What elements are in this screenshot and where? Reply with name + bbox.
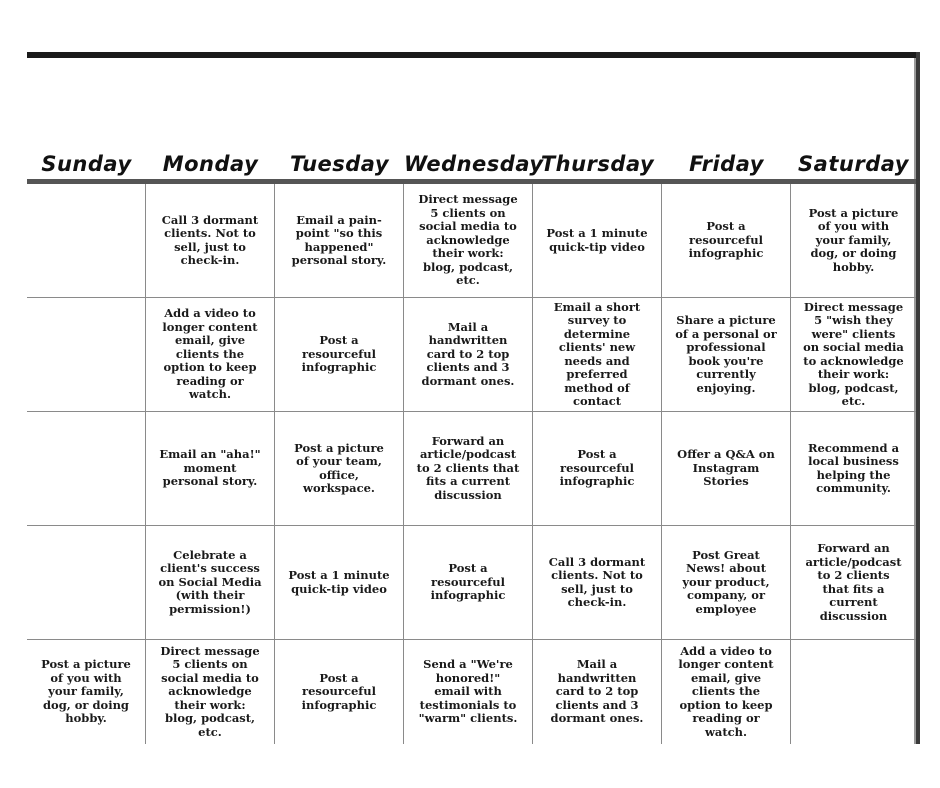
calendar-cell-week3-tuesday bbox=[275, 412, 404, 526]
task-text: Share a picture of a personal or professional book you're currently enjoying. bbox=[675, 313, 777, 395]
day-saturday: Saturday bbox=[798, 152, 909, 176]
task-text: Direct message 5 clients on social media to acknowledge their work: blog, podcast, etc. bbox=[418, 192, 518, 288]
calendar-cell-week2-monday bbox=[146, 298, 275, 412]
calendar-cell-week5-sunday bbox=[27, 640, 146, 744]
task-text: Post a picture of you with your family, dog, or doing hobby. bbox=[41, 657, 131, 726]
calendar-cell-week1-monday bbox=[146, 184, 275, 298]
calendar-cell-week1-tuesday bbox=[275, 184, 404, 298]
task-text: Call 3 dormant clients. Not to sell, just to check-in. bbox=[548, 554, 646, 609]
task-text: Mail a handwritten card to 2 top clients and 3 dormant ones. bbox=[421, 319, 515, 388]
calendar-cell-week5-thursday bbox=[533, 640, 662, 744]
task-text: Post a resourceful infographic bbox=[430, 561, 506, 603]
day-friday: Friday bbox=[689, 152, 764, 176]
calendar-cell-week4-sunday bbox=[27, 526, 146, 640]
task-text: Email a pain-point "so this happened" personal story. bbox=[291, 212, 387, 267]
calendar-cell-week1-friday bbox=[662, 184, 791, 298]
weekday-header bbox=[27, 150, 916, 178]
task-text: Mail a handwritten card to 2 top clients and 3 dormant ones. bbox=[550, 657, 644, 726]
task-text: Post a resourceful infographic bbox=[559, 447, 635, 489]
calendar-cell-week4-wednesday bbox=[404, 526, 533, 640]
calendar-cell-week1-wednesday bbox=[404, 184, 533, 298]
day-wednesday: Wednesday bbox=[404, 152, 544, 176]
calendar-cell-week3-monday bbox=[146, 412, 275, 526]
task-text: Offer a Q&A on Instagram Stories bbox=[677, 447, 775, 489]
task-text: Post a 1 minute quick-tip video bbox=[546, 226, 648, 254]
calendar-cell-week5-tuesday bbox=[275, 640, 404, 744]
calendar-cell-week1-sunday bbox=[27, 184, 146, 298]
task-text: Post Great News! about your product, company, or employee bbox=[682, 547, 770, 616]
task-text: Recommend a local business helping the community. bbox=[807, 440, 900, 495]
task-text: Post a resourceful infographic bbox=[301, 670, 377, 712]
task-text: Forward an article/podcast to 2 clients that fits a current discussion bbox=[416, 433, 520, 502]
task-text: Call 3 dormant clients. Not to sell, just to check-in. bbox=[161, 212, 259, 267]
calendar-cell-week2-saturday bbox=[791, 298, 916, 412]
calendar-cell-week5-saturday bbox=[791, 640, 916, 744]
calendar-cell-week5-friday bbox=[662, 640, 791, 744]
calendar-grid bbox=[27, 184, 916, 744]
calendar-cell-week1-saturday bbox=[791, 184, 916, 298]
calendar-cell-week3-friday bbox=[662, 412, 791, 526]
task-text: Email an "aha!" moment personal story. bbox=[159, 447, 261, 489]
right-border bbox=[916, 52, 920, 744]
calendar-cell-week4-saturday bbox=[791, 526, 916, 640]
calendar-cell-week3-thursday bbox=[533, 412, 662, 526]
task-text: Post a picture of your team, office, workspace. bbox=[294, 440, 384, 495]
task-text: Direct message 5 "wish they were" clients on social media to acknowledge their work: blog, podcast, etc. bbox=[803, 299, 904, 408]
calendar-cell-week1-thursday bbox=[533, 184, 662, 298]
top-border bbox=[27, 52, 920, 58]
day-sunday: Sunday bbox=[41, 152, 132, 176]
task-text: Post a 1 minute quick-tip video bbox=[288, 568, 390, 596]
calendar-cell-week2-thursday bbox=[533, 298, 662, 412]
calendar-cell-week5-wednesday bbox=[404, 640, 533, 744]
calendar-cell-week4-friday bbox=[662, 526, 791, 640]
task-text: Post a resourceful infographic bbox=[301, 333, 377, 375]
day-monday: Monday bbox=[162, 152, 259, 176]
day-tuesday: Tuesday bbox=[289, 152, 390, 176]
calendar-cell-week4-monday bbox=[146, 526, 275, 640]
calendar-cell-week3-saturday bbox=[791, 412, 916, 526]
task-text: Direct message 5 clients on social media to acknowledge their work: blog, podcast, etc. bbox=[160, 643, 260, 739]
day-thursday: Thursday bbox=[540, 152, 655, 176]
task-text: Email a short survey to determine clients' new needs and preferred method of contact bbox=[553, 299, 641, 408]
calendar-cell-week3-sunday bbox=[27, 412, 146, 526]
calendar-cell-week3-wednesday bbox=[404, 412, 533, 526]
calendar-cell-week2-sunday bbox=[27, 298, 146, 412]
task-text: Celebrate a client's success on Social Media (with their permission!) bbox=[158, 547, 262, 616]
calendar-cell-week4-thursday bbox=[533, 526, 662, 640]
calendar-cell-week2-tuesday bbox=[275, 298, 404, 412]
task-text: Post a picture of you with your family, dog, or doing hobby. bbox=[808, 205, 899, 274]
task-text: Add a video to longer content email, give clients the option to keep reading or watch. bbox=[162, 306, 258, 402]
calendar-cell-week5-monday bbox=[146, 640, 275, 744]
task-text: Send a "We're honored!" email with testimonials to "warm" clients. bbox=[418, 657, 518, 726]
calendar-cell-week2-wednesday bbox=[404, 298, 533, 412]
task-text: Post a resourceful infographic bbox=[688, 219, 764, 261]
calendar-cell-week2-friday bbox=[662, 298, 791, 412]
task-text: Forward an article/podcast to 2 clients that fits a current discussion bbox=[805, 541, 902, 623]
calendar-frame bbox=[27, 52, 920, 744]
calendar-cell-week4-tuesday bbox=[275, 526, 404, 640]
task-text: Add a video to longer content email, give clients the option to keep reading or watch. bbox=[678, 643, 774, 739]
